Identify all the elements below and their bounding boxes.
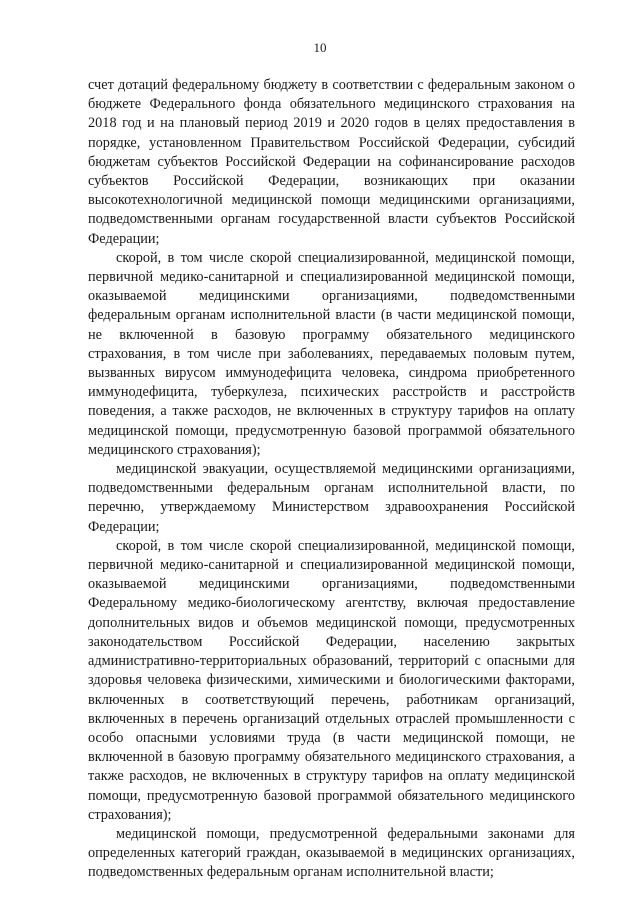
paragraph-5: медицинской помощи, предусмотренной федеральными законами для определенных категорий граждан, оказываемой в медицинских организациях, подведомственных федеральным органам исполнительной власти; <box>88 825 575 881</box>
paragraph-4: скорой, в том числе скорой специализированной, медицинской помощи, первичной медико-санитарной и специализированной медицинской помощи, оказываемой медицинскими организациями, подведомственными Федеральному медико-биологическому агентству, включая предоставление дополнительных видов и объемов медицинской помощи, предусмотренных законодательством Российской Федерации, населению закрытых административно-территориальных образований, территорий с опасными для здоровья человека физическими, химическими и биологическими факторами, включенных в соответствующий перечень, работникам организаций, включенных в перечень организаций отдельных отраслей промышленности с особо опасными условиями труда (в части медицинской помощи, не включенной в базовую программу обязательного медицинского страхования, а также расходов, не включенных в структуру тарифов на оплату медицинской помощи, предусмотренную базовой программой обязательного медицинского страхования); <box>88 537 575 823</box>
page-number: 10 <box>313 40 327 55</box>
document-body <box>88 76 575 883</box>
paragraph-2: скорой, в том числе скорой специализированной, медицинской помощи, первичной медико-санитарной и специализированной медицинской помощи, оказываемой медицинскими организациями, подведомственными федеральным органам исполнительной власти (в части медицинской помощи, не включенной в базовую программу обязательного медицинского страхования, в том числе при заболеваниях, передаваемых половым путем, вызванных вирусом иммунодефицита человека, синдрома приобретенного иммунодефицита, туберкулеза, психических расстройств и расстройств поведения, а также расходов, не включенных в структуру тарифов на оплату медицинской помощи, предусмотренную базовой программой обязательного медицинского страхования); <box>88 249 575 458</box>
paragraph-1: счет дотаций федеральному бюджету в соответствии с федеральным законом о бюджете Федерального фонда обязательного медицинского страхования на 2018 год и на плановый период 2019 и 2020 годов в целях предоставления в порядке, установленном Правительством Российской Федерации, субсидий бюджетам субъектов Российской Федерации на софинансирование расходов субъектов Российской Федерации, возникающих при оказании высокотехнологичной медицинской помощи медицинскими организациями, подведомственными органам государственной власти субъектов Российской Федерации; <box>88 77 575 247</box>
paragraph-3: медицинской эвакуации, осуществляемой медицинскими организациями, подведомственными федеральным органам исполнительной власти, по перечню, утверждаемому Министерством здравоохранения Российской Федерации; <box>88 461 575 535</box>
